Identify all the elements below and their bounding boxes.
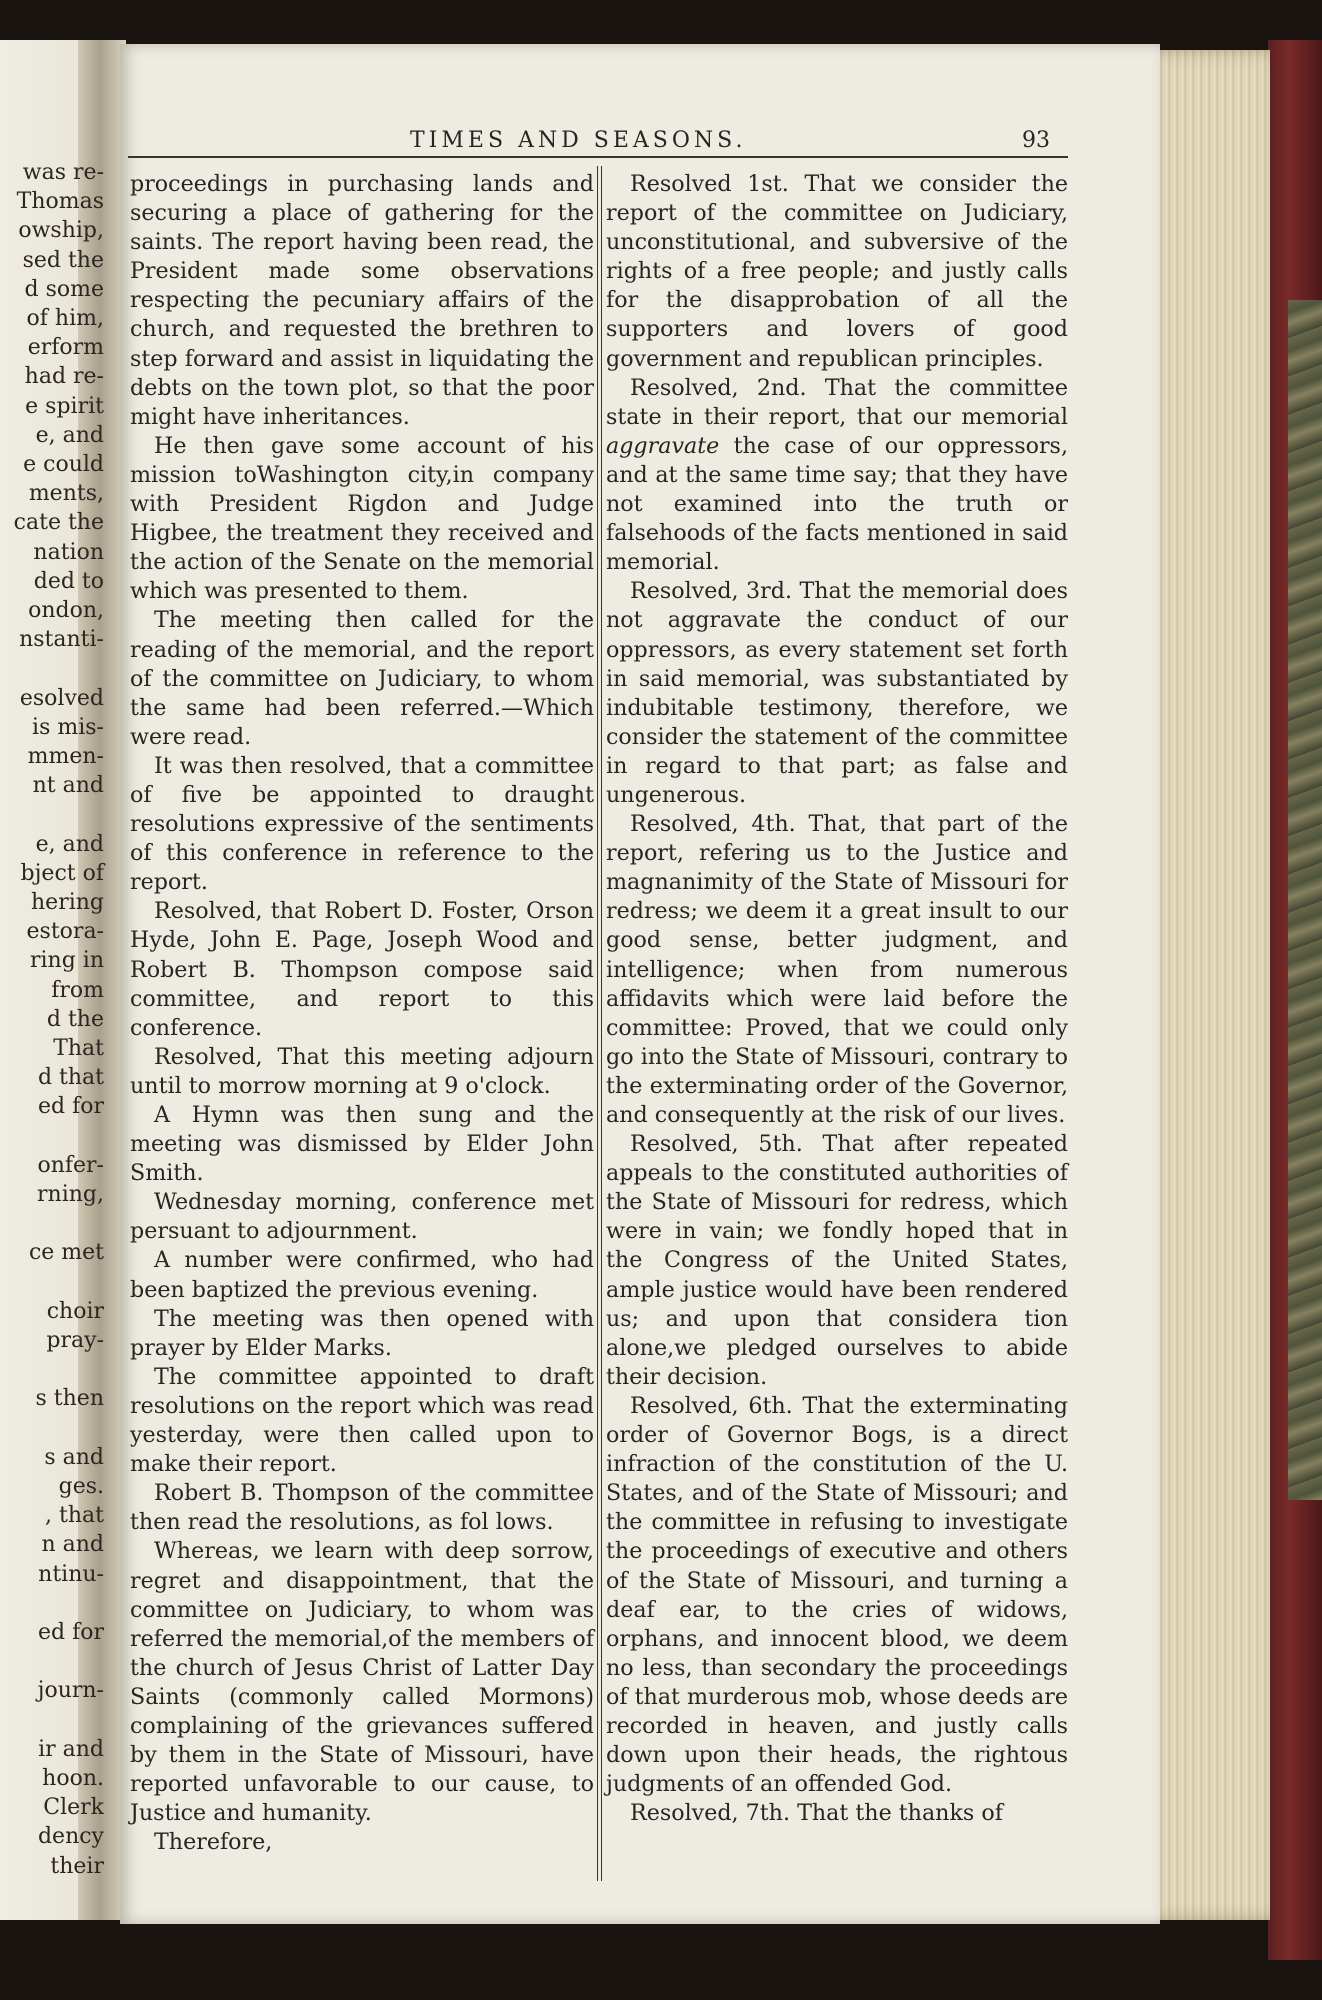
paragraph: Resolved, 3rd. That the memorial does not aggravate the conduct of our oppressors, as every statement set forth in said memorial, was substantiated by indubitable testimony, therefore, we consider the statement of the committee in regard to that part; as false and ungenerous. xyxy=(606,578,1068,808)
paragraph: Resolved, 6th. That the exterminating order of Governor Bogs, is a direct infraction of the constitution of the U. States, and of the State of Missouri; and the committee in refusing to investigate the proceedings of executive and others of the State of Missouri, and turning a deaf ear, to the cries of widows, orphans, and innocent blood, we deem no less, than secondary the proceedings of that murderous mob, whose deeds are recorded in heaven, and justly calls down upon their heads, the rightous judgments of an offended God. xyxy=(606,1392,1068,1798)
paragraph: Resolved, That this meeting adjourn until to morrow morning at 9 o'clock. xyxy=(130,1043,594,1099)
left-page-fragment: pray- xyxy=(46,1328,104,1353)
running-head: TIMES AND SEASONS. xyxy=(410,128,747,153)
left-page-fragment: ed for xyxy=(38,1094,104,1120)
left-page-fragment: hering xyxy=(31,890,104,915)
marbled-board xyxy=(1288,300,1322,1500)
paragraph: Robert B. Thompson of the committee then read the resolutions, as fol lows. xyxy=(130,1480,594,1536)
paragraph: proceedings in purchasing lands and securing a place of gathering for the saints. The report having been read, the President made some observations respecting the pecuniary affairs of the church, and requested the brethren to step forward and assist in liquidating the debts on the town plot, so that the poor might have inheritances. xyxy=(130,171,594,430)
paragraph: Wednesday morning, conference met persuant to adjournment. xyxy=(130,1189,594,1245)
paragraph: He then gave some account of his mission toWashington city,in company with President Rigdon and Judge Higbee, the treatment they received and the action of the Senate on the memorial which was presented to them. xyxy=(130,432,594,605)
left-page-fragment: cate the xyxy=(13,510,104,536)
emphasis-text: aggravate xyxy=(606,432,720,459)
paragraph: Resolved, 7th. That the thanks of xyxy=(630,1800,1003,1827)
paragraph: The meeting then called for the reading of the memorial, and the report of the committee on Judiciary, to whom the same had been referred.—Which were read. xyxy=(130,607,594,750)
left-page-fragment: e spirit xyxy=(25,393,104,419)
paragraph: The committee appointed to draft resolutions on the report which was read yesterday, were then called upon to make their report. xyxy=(130,1363,594,1478)
left-page-fragment: ce met xyxy=(28,1240,104,1266)
left-page-fragment: d some xyxy=(24,276,104,302)
left-page-fragment: hoon. xyxy=(42,1766,104,1791)
left-page-fragment: e, and xyxy=(35,422,104,448)
left-page-fragment: dency xyxy=(37,1824,104,1850)
left-page-fragment: journ- xyxy=(37,1678,104,1704)
right-column xyxy=(606,170,1068,1828)
left-page-fragment: e could xyxy=(23,452,104,477)
left-page-fragment: ondon, xyxy=(28,598,104,623)
left-page-fragment: d the xyxy=(46,1006,104,1032)
left-page-fragment: their xyxy=(50,1853,104,1879)
paragraph: Therefore, xyxy=(154,1829,273,1856)
left-page-fragment: bject of xyxy=(20,860,104,886)
paragraph: The meeting was then opened with prayer by Elder Marks. xyxy=(130,1305,594,1361)
paragraph: Whereas, we learn with deep sorrow, regret and disappointment, that the committee on Judiciary, to whom was referred the memorial,of the members of the church of Jesus Christ of Latter Day Saints (commonly called Mormons) complaining of the grievances suffered by them in the State of Missouri, have reported unfavorable to our cause, to Justice and humanity. xyxy=(130,1538,594,1827)
left-page-fragment: mmen- xyxy=(27,744,104,769)
left-page-fragment: nstanti- xyxy=(19,627,104,653)
left-column xyxy=(130,170,594,1857)
left-page-fragment: ed for xyxy=(38,1620,104,1645)
left-page-fragment: Thomas xyxy=(16,189,104,215)
left-page-fragment: owship, xyxy=(18,218,104,244)
left-page-fragment: ges. xyxy=(58,1474,104,1499)
paragraph: Resolved 1st. That we consider the report of the committee on Judiciary, unconstitutional, and subversive of the rights of a free people; and justly calls for the disapprobation of all the supporters and lovers of good government and republican principles. xyxy=(606,171,1068,372)
paragraph xyxy=(606,374,1068,578)
left-page-fragment: , that xyxy=(45,1503,104,1529)
left-page-fragment: sed the xyxy=(22,247,104,273)
left-page-fragment: n and xyxy=(41,1532,104,1558)
paragraph: A Hymn was then sung and the meeting was dismissed by Elder John Smith. xyxy=(130,1102,594,1187)
left-page-fragment: ded to xyxy=(33,568,104,594)
left-page-fragment: Clerk xyxy=(43,1795,104,1821)
left-page-fragment: esolved xyxy=(19,685,104,711)
left-page-fragment: s then xyxy=(35,1386,104,1412)
left-page-fragment: estora- xyxy=(26,919,104,945)
page-number: 93 xyxy=(1022,128,1050,153)
left-page-fragment: d that xyxy=(37,1065,104,1091)
column-divider xyxy=(597,166,602,1881)
left-page-fragment: ments, xyxy=(28,481,104,507)
paragraph: It was then resolved, that a committee of five be appointed to draught resolutions expressive of the sentiments of this conference in reference to the report. xyxy=(130,752,594,896)
left-page-fragment: choir xyxy=(46,1298,104,1324)
left-page-fragment: nt and xyxy=(32,773,104,799)
left-page-fragment: of him, xyxy=(26,306,104,331)
left-page-fragment: had re- xyxy=(24,364,104,390)
left-page-fragment: onfer- xyxy=(37,1152,104,1178)
left-page-fragment: That xyxy=(53,1036,104,1061)
header-rule xyxy=(128,156,1068,158)
paragraph-text: Resolved, 2nd. That the committee state in their report, that our memorial xyxy=(606,374,1068,430)
left-page-fragment: ir and xyxy=(38,1736,104,1762)
left-page-fragment: s and xyxy=(44,1444,104,1470)
left-page-fragment: was re- xyxy=(22,160,104,185)
left-page-fragment: nation xyxy=(33,539,104,565)
left-page-fragment: is mis- xyxy=(32,714,104,740)
paragraph: Resolved, that Robert D. Foster, Orson Hyde, John E. Page, Joseph Wood and Robert B. Thompson compose said committee, and report to this conference. xyxy=(130,898,594,1041)
left-page-fragment: from xyxy=(51,977,104,1003)
left-page-fragment: rning, xyxy=(37,1182,104,1207)
left-page-fragment: ring in xyxy=(29,948,104,974)
left-page-fragment: erform xyxy=(27,335,104,361)
paragraph: A number were confirmed, who had been baptized the previous evening. xyxy=(130,1247,594,1303)
left-page-fragment: ntinu- xyxy=(38,1561,104,1587)
left-page-fragment: e, and xyxy=(35,831,104,857)
paragraph-text: the case of our oppressors, and at the same time say; that they have not examined into the truth or falsehoods of the facts mentioned in said memorial. xyxy=(606,432,1068,576)
paragraph: Resolved, 4th. That, that part of the report, refering us to the Justice and magnanimity of the State of Missouri for redress; we deem it a great insult to our good sense, better judgment, and intelligence; when from numerous affidavits which were laid before the committee: Proved, that we could only go into the State of Missouri, contrary to the exterminating order of the Governor, and consequently at the risk of our lives. xyxy=(606,811,1068,1128)
paragraph: Resolved, 5th. That after repeated appeals to the constituted authorities of the State of Missouri for redress, which were in vain; we fondly hoped that in the Congress of the United States, ample justice would have been rendered us; and upon that considera tion alone,we pledged ourselves to abide their decision. xyxy=(606,1131,1068,1390)
